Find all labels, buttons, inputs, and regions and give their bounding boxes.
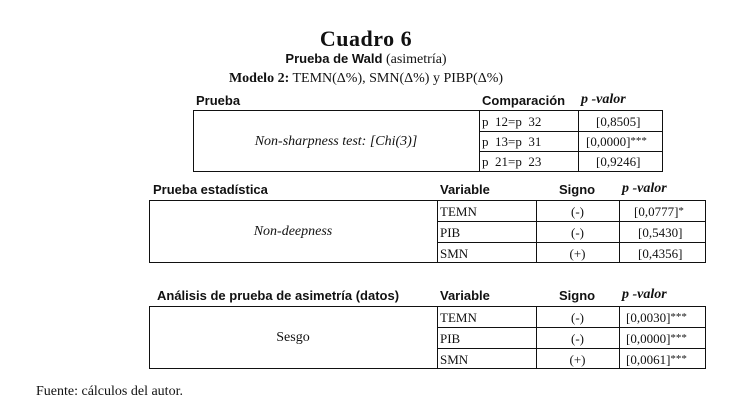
- t1-comparison: p 13=p 31: [482, 134, 542, 149]
- t3-sign: (-): [571, 331, 584, 346]
- t2-sign: (-): [571, 204, 584, 219]
- t3-sign: (+): [569, 352, 586, 367]
- t3-header-pvalor: p -valor: [622, 287, 667, 302]
- t2-divider: [619, 200, 620, 263]
- model-variables: TEMN(Δ%), SMN(Δ%) y PIBP(Δ%): [292, 71, 504, 86]
- t2-row-line: [437, 221, 706, 222]
- table-title: Cuadro 6: [319, 26, 413, 51]
- t2-test-label: Non-deepness: [253, 224, 333, 239]
- t3-header-prueba: Análisis de prueba de asimetría (datos): [157, 288, 400, 303]
- t3-sign: (-): [571, 310, 584, 325]
- model-label: Modelo 2:: [228, 71, 290, 86]
- t3-pvalue: [0,0030]***: [626, 310, 687, 325]
- model-line: [0, 71, 732, 87]
- t2-divider: [437, 200, 438, 263]
- t3-variable: SMN: [440, 352, 469, 367]
- table-subtitle: [0, 51, 732, 68]
- t1-pvalue: [0,0000]***: [586, 134, 647, 149]
- t1-comparison: p 21=p 23: [482, 154, 542, 169]
- t2-pvalue: [0,4356]: [638, 246, 683, 261]
- t2-header-signo: Signo: [559, 182, 596, 197]
- t2-pvalue: [0,5430]: [638, 225, 683, 240]
- t1-pvalue: [0,9246]: [596, 154, 641, 169]
- t2-pvalue: [0,0777]*: [634, 204, 684, 219]
- t1-header-comparacion: Comparación: [482, 93, 566, 108]
- t3-pvalue: [0,0061]***: [626, 352, 687, 367]
- t2-variable: TEMN: [440, 204, 477, 219]
- t1-comparison: p 12=p 32: [482, 114, 542, 129]
- t2-row-line: [437, 242, 706, 243]
- t2-sign: (+): [569, 246, 586, 261]
- t1-divider: [479, 110, 480, 172]
- t1-pvalue: [0,8505]: [596, 114, 641, 129]
- t1-header-prueba: Prueba: [196, 93, 241, 108]
- t3-test-label: Sesgo: [276, 330, 310, 345]
- subtitle-rest: (asimetría): [385, 52, 447, 67]
- t2-variable: SMN: [440, 246, 469, 261]
- t3-header-signo: Signo: [559, 288, 596, 303]
- t2-header-prueba: Prueba estadística: [153, 182, 268, 197]
- t1-header-pvalor: p -valor: [581, 92, 626, 107]
- t3-pvalue: [0,0000]***: [626, 331, 687, 346]
- t2-variable: PIB: [440, 225, 461, 240]
- t3-row-line: [437, 327, 706, 328]
- t3-row-line: [437, 348, 706, 349]
- t1-test-label: Non-sharpness test: [Chi(3)]: [254, 134, 418, 149]
- t1-row-line: [479, 151, 663, 152]
- t1-divider: [578, 110, 579, 172]
- t1-row-line: [479, 131, 663, 132]
- t2-header-pvalor: p -valor: [622, 181, 667, 196]
- subtitle-bold: Prueba de Wald: [285, 51, 383, 66]
- t2-sign: (-): [571, 225, 584, 240]
- t3-header-variable: Variable: [440, 288, 490, 303]
- t3-variable: TEMN: [440, 310, 477, 325]
- t3-variable: PIB: [440, 331, 461, 346]
- t3-divider: [437, 306, 438, 369]
- t2-header-variable: Variable: [440, 182, 490, 197]
- source-note: Fuente: cálculos del autor.: [36, 384, 183, 399]
- t3-divider: [619, 306, 620, 369]
